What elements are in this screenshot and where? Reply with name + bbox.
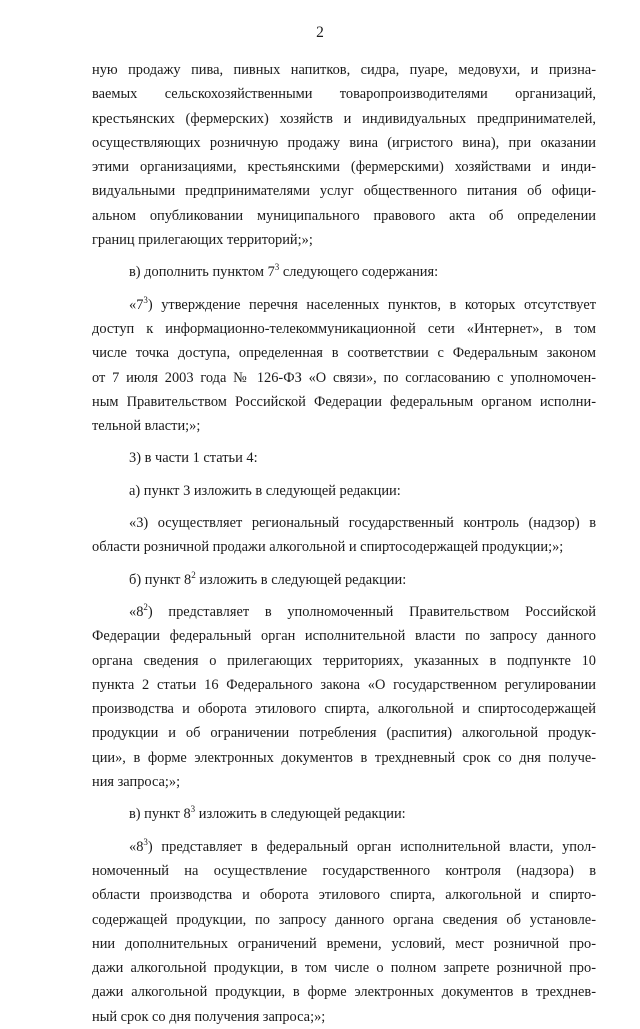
text-line <box>92 260 596 284</box>
paragraph-p3 <box>92 293 596 439</box>
text-line: ный срок со дня получения запроса;»; <box>92 1008 326 1025</box>
text-line: области производства и оборота этилового спирта, алкогольной и спирто- <box>92 887 596 904</box>
text-line: нии дополнительных ограничений времени, условий, мест розничной про- <box>92 935 596 952</box>
paragraph-spacing <box>92 285 596 293</box>
paragraph-spacing <box>92 503 596 511</box>
text-line: Федерации федеральный орган исполнительной власти по запросу данного <box>92 628 596 645</box>
line-text-after-superscript: изложить в следующей редакции: <box>195 571 407 588</box>
paragraph-spacing <box>92 252 596 260</box>
text-line <box>92 293 596 317</box>
line-text-after-superscript: изложить в следующей редакции: <box>195 806 406 823</box>
text-line <box>92 802 596 826</box>
page-number: 2 <box>316 24 324 41</box>
line-text-before-superscript: б) пункт 8 <box>129 571 192 588</box>
text-line: ции», в форме электронных документов в трехдневный срок со дня получе- <box>92 749 596 766</box>
text-line: крестьянских (фермерских) хозяйств и индивидуальных предпринимателей, <box>92 110 596 127</box>
paragraph-p10 <box>92 835 596 1029</box>
line-text-before-superscript: «8 <box>129 838 144 855</box>
superscript-index: 3 <box>143 294 148 305</box>
text-line: доступ к информационно-телекоммуникационной сети «Интернет», в том <box>92 320 596 337</box>
paragraph-p1 <box>92 58 596 252</box>
text-line <box>92 568 596 592</box>
text-line: ния запроса;»; <box>92 774 181 791</box>
paragraph-p8 <box>92 600 596 794</box>
text-line: от 7 июля 2003 года № 126-ФЗ «О связи», по согласованию с уполномочен- <box>92 369 596 386</box>
paragraph-p7 <box>92 568 596 592</box>
text-line: числе точка доступа, определенная в соответствии с Федеральным законом <box>92 345 596 362</box>
text-line <box>92 600 596 624</box>
line-text-before-superscript: «7 <box>129 296 144 313</box>
paragraph-spacing <box>92 438 596 446</box>
text-line <box>92 835 596 859</box>
text-line: содержащей продукции, по запросу данного органа сведения об установле- <box>92 911 596 928</box>
text-line: видуальными предпринимателями услуг общественного питания об офици- <box>92 183 596 200</box>
paragraph-spacing <box>92 827 596 835</box>
text-line: производства и оборота этилового спирта, алкогольной и спиртосодержащей <box>92 701 596 718</box>
text-line: ваемых сельскохозяйственными товаропроизводителями организаций, <box>92 86 596 103</box>
line-text-before-superscript: «8 <box>129 603 144 620</box>
line-text-after-superscript: следующего содержания: <box>279 264 439 281</box>
text-line: осуществляющих розничную продажу вина (игристого вина), при оказании <box>92 134 596 151</box>
line-text-before-superscript: в) дополнить пунктом 7 <box>129 264 275 281</box>
text-line: номоченный на осуществление государственного контроля (надзора) в <box>92 862 596 879</box>
line-text-after-superscript: ) представляет в уполномоченный Правительством Российской <box>147 603 596 620</box>
superscript-index: 2 <box>143 601 148 612</box>
text-line: 3) в части 1 статьи 4: <box>129 450 258 467</box>
document-body <box>92 58 596 1029</box>
paragraph-spacing <box>92 471 596 479</box>
text-line: «3) осуществляет региональный государственный контроль (надзор) в <box>129 515 596 532</box>
text-line: продукции и об ограничении потребления (распития) алкогольной продук- <box>92 725 596 742</box>
text-line: дажи алкогольной продукции, в том числе о полном запрете розничной про- <box>92 960 596 977</box>
text-line: ную продажу пива, пивных напитков, сидра, пуаре, медовухи, и призна- <box>92 62 596 78</box>
text-line: тельной власти;»; <box>92 418 201 435</box>
superscript-index: 3 <box>190 804 196 815</box>
paragraph-spacing <box>92 560 596 568</box>
line-text-after-superscript: ) представляет в федеральный орган исполнительной власти, упол- <box>147 838 596 855</box>
paragraph-p6 <box>92 511 596 560</box>
paragraph-p2 <box>92 260 596 284</box>
text-line: ным Правительством Российской Федерации федеральным органом исполни- <box>92 393 596 410</box>
paragraph-spacing <box>92 592 596 600</box>
text-line: альном опубликовании муниципального правового акта об определении <box>92 207 596 224</box>
text-line: пункта 2 статьи 16 Федерального закона «О государственном регулировании <box>92 676 596 693</box>
text-line: органа сведения о прилегающих территориях, указанных в подпункте 10 <box>92 652 596 669</box>
line-text-before-superscript: в) пункт 8 <box>129 806 191 823</box>
paragraph-spacing <box>92 794 596 802</box>
superscript-index: 2 <box>191 569 196 580</box>
line-text-after-superscript: ) утверждение перечня населенных пунктов, в которых отсутствует <box>147 296 596 313</box>
text-line: области розничной продажи алкогольной и спиртосодержащей продукции;»; <box>92 539 564 556</box>
superscript-index: 3 <box>143 836 148 847</box>
superscript-index: 3 <box>274 262 280 273</box>
paragraph-p4 <box>92 446 596 470</box>
text-line: границ прилегающих территорий;»; <box>92 232 313 249</box>
paragraph-p5 <box>92 479 596 503</box>
text-line: этими организациями, крестьянскими (фермерскими) хозяйствами и инди- <box>92 159 596 176</box>
text-line: дажи алкогольной продукции, в форме электронных документов в трехднев- <box>92 984 596 1001</box>
paragraph-p9 <box>92 802 596 826</box>
text-line: а) пункт 3 изложить в следующей редакции: <box>129 482 401 499</box>
